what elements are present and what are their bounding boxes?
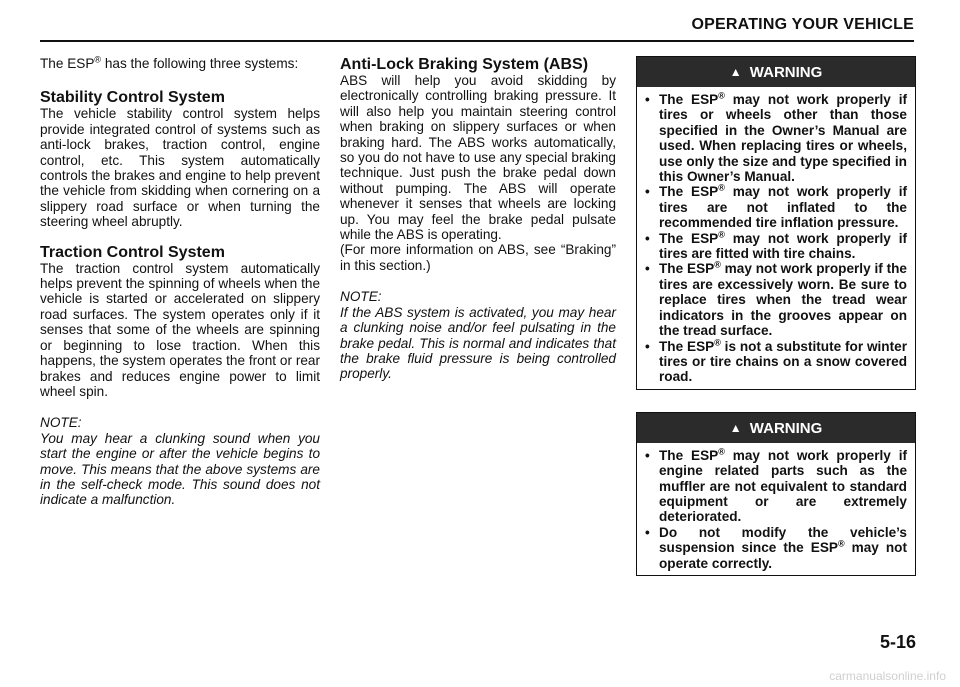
header-rule	[40, 40, 914, 42]
column-middle	[340, 56, 616, 382]
warning-item: • The ESP® may not work properly if tires or wheels other than those specified in the Owner’s Manual are used. When replacing tires or wheels, use only the size and type specified in this Owner’s Manual.	[659, 92, 907, 184]
abs-body: ABS will help you avoid skidding by electronically controlling braking pressure. It will also help you maintain steering control when braking on slippery surfaces or when braking hard. The ABS works automatically, so you do not have to use any special braking technique. Just push the brake pedal down without pumping. The ABS will operate whenever it senses that wheels are locking up. You may feel the brake pedal pulsate while the ABS is operating.	[340, 73, 616, 243]
warning-list	[637, 443, 915, 575]
warning-item: • Do not modify the vehicle’s suspension since the ESP® may not operate correctly.	[659, 525, 907, 571]
stability-heading: Stability Control System	[40, 89, 225, 107]
page-number: 5-16	[879, 632, 916, 652]
warning-header	[637, 413, 915, 443]
warning-list	[637, 87, 915, 389]
warning-title: WARNING	[749, 419, 823, 437]
traction-heading: Traction Control System	[40, 243, 225, 261]
warning-box	[636, 412, 916, 576]
warning-item: • The ESP® is not a substitute for winter tires or tire chains on a snow covered road.	[659, 339, 907, 385]
warning-item: • The ESP® may not work properly if the tires are excessively worn. Be sure to replace tires when the tread wear indicators in the grooves appear on the tread surface.	[659, 261, 907, 338]
watermark: carmanualsonline.info	[829, 669, 946, 683]
note-body: You may hear a clunking sound when you start the engine or after the vehicle begins to move. This means that the above systems are in the self-check mode. This sound does not indicate a malfunction.	[40, 430, 320, 508]
running-header: OPERATING YOUR VEHICLE	[691, 16, 914, 33]
warning-item: • The ESP® may not work properly if engine related parts such as the muffler are not equivalent to standard equipment or are extremely deteriorated.	[659, 448, 907, 525]
warning-triangle-icon: ▲	[729, 420, 742, 435]
intro-text: The ESP® has the following three systems:	[40, 54, 299, 71]
abs-note-body: If the ABS system is activated, you may hear a clunking noise and/or feel pulsating in the brake pedal. This is normal and indicates that the brake fluid pressure is being controlled properly.	[340, 304, 616, 382]
note-block	[40, 415, 320, 507]
column-left	[40, 56, 320, 508]
stability-body: The vehicle stability control system helps provide integrated control of systems such as anti-lock brakes, traction control, engine control, etc. This system automatically controls the brakes and engine to help prevent the vehicle from skidding when cornering on a slippery road surface or when turning the steering wheel abruptly.	[40, 106, 320, 230]
warning-item: • The ESP® may not work properly if tires are fitted with tire chains.	[659, 231, 907, 262]
traction-body: The traction control system automatically helps prevent the spinning of wheels when the vehicle is started or accelerated on slippery road surfaces. The system operates only if it senses that some of the wheels are spinning or beginning to lose traction. When this happens, the system operates the front or rear brakes and reduces engine power to limit wheel spin.	[40, 260, 320, 399]
abs-reference: (For more information on ABS, see “Braking” in this section.)	[340, 242, 616, 273]
warning-box	[636, 56, 916, 390]
abs-note-label: NOTE:	[340, 289, 382, 305]
warning-triangle-icon: ▲	[729, 65, 742, 79]
warning-title: WARNING	[749, 64, 823, 81]
warning-header	[637, 57, 915, 87]
note-label: NOTE:	[40, 415, 82, 431]
column-right	[636, 56, 916, 598]
abs-note-block	[340, 289, 616, 381]
warning-item: • The ESP® may not work properly if tires are not inflated to the recommended tire inflation pressure.	[659, 184, 907, 230]
abs-heading: Anti-Lock Braking System (ABS)	[340, 56, 589, 73]
